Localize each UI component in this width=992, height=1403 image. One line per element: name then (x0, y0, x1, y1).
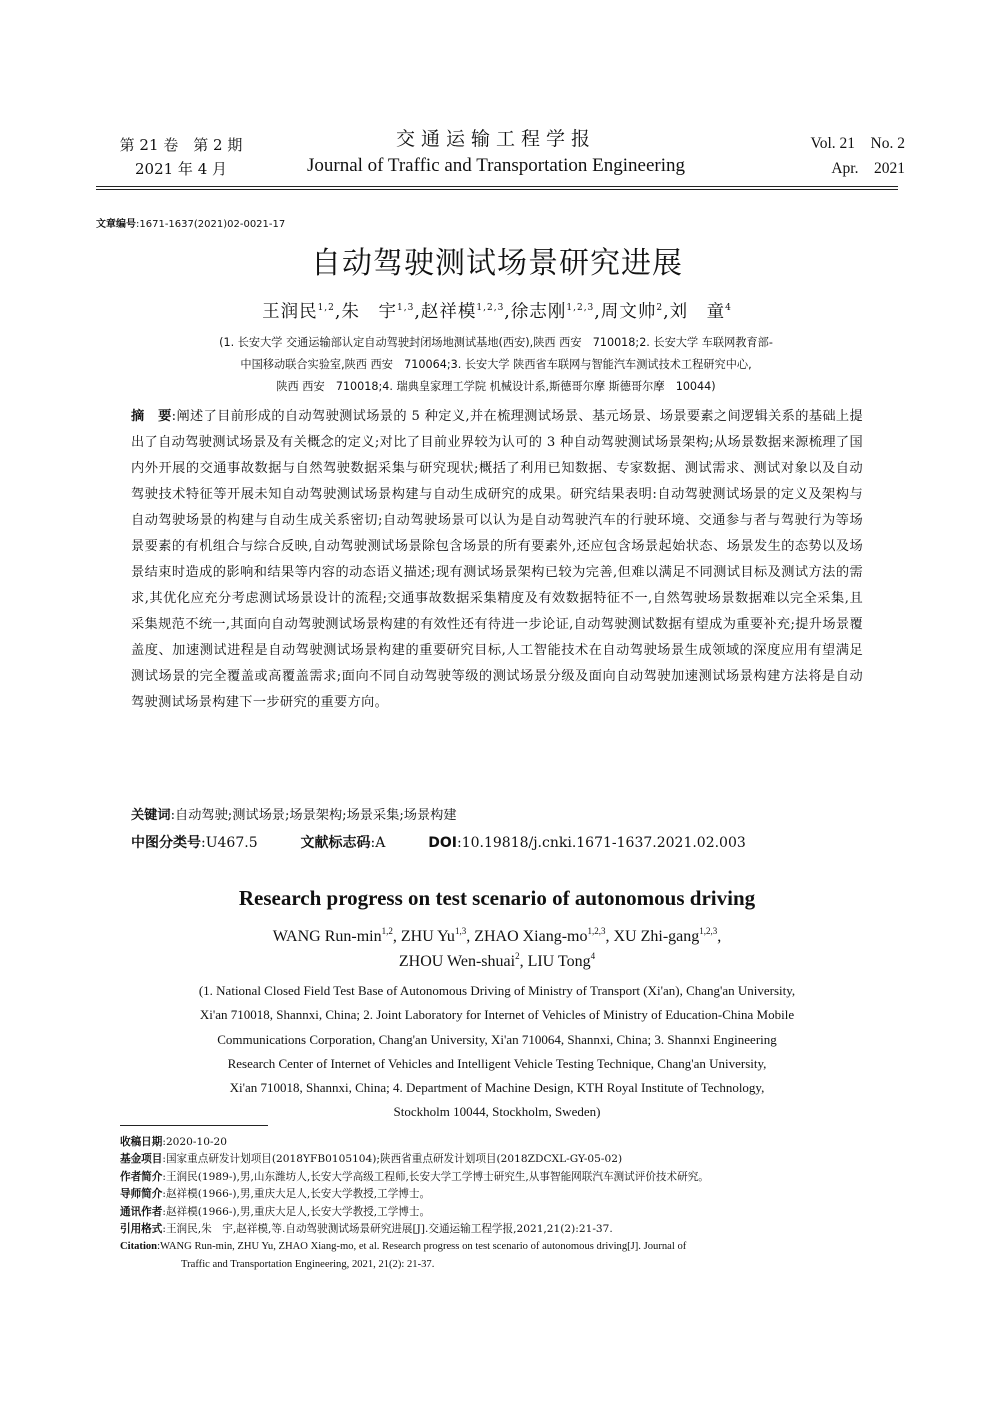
author-cn: 朱 宇$^{1,3}$ (341, 302, 415, 322)
clc-label: 中图分类号 (131, 835, 201, 851)
author-list-en: WANG Run-$\min^{1,2}$, ZHU Yu$^{1,3}$, ZHAO Xiang-mo$^{1,2,3}$, XU Zhi-gang$^{1,2,3}$, ZHOU Wen-shuai$^2$, LIU Tong$^4$ (272, 926, 722, 970)
supervisor-bio: 导师简介:赵祥模(1966-),男,重庆大足人,长安大学教授,工学博士。 (120, 1188, 431, 1201)
paper-title-cn: 自动驾驶测试场景研究进展 (311, 246, 683, 281)
affiliation-line: Xi'an 710018, Shannxi, China; 2. Joint Laboratory for Internet of Vehicles of Ministry of Education-China Mobile (199, 1007, 795, 1023)
affiliation-line: (1. National Closed Field Test Base of Autonomous Driving of Ministry of Transport (Xi'an), Chang'an University, (198, 983, 796, 998)
keywords-cn (131, 804, 863, 828)
author-list-cn: 王润民$^{1,2}$,朱 宇$^{1,3}$,赵祥模$^{1,2,3}$,徐志刚$^{1,2,3}$,周文帅$^2$,刘 童$^4$ (262, 302, 732, 322)
citation-en: Citation:WANG Run-min, ZHU Yu, ZHAO Xiang-mo, et al. Research progress on test scenario of autonomous driving[J]. Journal of (120, 1241, 687, 1253)
author-cn: 徐志刚$^{1,2,3}$ (510, 302, 595, 322)
date-cn: 2021 年 4 月 (134, 160, 228, 178)
doc-code-value: :A (370, 835, 386, 851)
journal-name-cn: 交通运输工程学报 (395, 128, 596, 150)
footnote-rule (120, 1125, 268, 1126)
paper-title-en: Research progress on test scenario of autonomous driving (238, 886, 756, 910)
abstract-text: :阐述了目前形成的自动驾驶测试场景的 5 种定义,并在梳理测试场景、基元场景、场景要素之间逻辑关系的基础上提出了自动驾驶测试场景及有关概念的定义;对比了目前业界较为认可的 3 种自动驾驶测试场景架构;从场景数据来源梳理了国内外开展的交通事故数据与自然驾驶数据采集与研究现状;概括了利用已知数据、专家数据、测试需求、测试对象以及自动驾驶技术特征等开展未知自动驾驶测试场景构建与自动生成研究的成果。研究结果表明:自动驾驶测试场景的定义及架构与自动驾驶场景的构建与自动生成关系密切;自动驾驶场景可以认为是自动驾驶汽车的行驶环境、交通参与者与驾驶行为等场景要素的有机组合与综合反映,自动驾驶测试场景除包含场景的所有要素外,还应包含场景起始状态、场景发生的态势以及场景结束时造成的影响和结果等内容的动态语义描述;现有测试场景架构已较为完善,但难以满足不同测试目标及测试方法的需求,其优化应充分考虑测试场景设计的流程;交通事故数据采集精度及有效数据特征不一,自然驾驶场景数据难以完全采集,且采集规范不统一,其面向自动驾驶测试场景构建的有效性还有待进一步论证,自动驾驶测试数据有望成为重要补充;提升场景覆盖度、加速测试进程是自动驾驶测试场景构建的重要研究目标,人工智能技术在自动驾驶场景生成领域的深度应用有望满足测试场景的完全覆盖或高覆盖需求;面向不同自动驾驶等级的测试场景分级及面向自动驾驶加速测试场景构建方法将是自动驾驶测试场景构建下一步研究的重要方向。 (131, 409, 863, 710)
journal-name-en: Journal of Traffic and Transportation Engineering (306, 155, 686, 176)
author-en: XU Zhi-gang$^{1,2,3}$ (613, 926, 718, 945)
running-header-right (760, 131, 905, 181)
affiliation-line: Communications Corporation, Chang'an University, Xi'an 710064, Shannxi, China; 3. Shannxi Engineering (217, 1031, 777, 1047)
author-bio: 作者简介:王润民(1989-),男,山东潍坊人,长安大学高级工程师,长安大学工学博士研究生,从事智能网联汽车测试评价技术研究。 (120, 1170, 709, 1183)
doi-value: :10.19818/j.cnki.1671-1637.2021.02.003 (456, 835, 746, 851)
affiliations-en (110, 979, 884, 1125)
keywords-text: :自动驾驶;测试场景;场景架构;场景采集;场景构建 (170, 808, 457, 823)
citation-cn: 引用格式:王润民,朱 宇,赵祥模,等.自动驾驶测试场景研究进展[J].交通运输工程学报,2021,21(2):21-37. (120, 1223, 613, 1236)
volume-issue-cn: 第 21 卷 第 2 期 (119, 136, 243, 154)
affiliation-line: 中国移动联合实验室,陕西 西安 710064;3. 长安大学 陕西省车联网与智能汽车测试技术工程研究中心, (240, 358, 752, 371)
author-cn: 王润民$^{1,2}$ (262, 302, 335, 322)
affiliation-line: Research Center of Internet of Vehicles and Intelligent Vehicle Testing Technique, Chang'an University, (227, 1055, 767, 1071)
keywords-label: 关键词 (131, 808, 171, 823)
author-en: WANG Run-$\min^{1,2}$ (272, 926, 393, 945)
header-rule-top (96, 186, 898, 187)
affiliations-cn (110, 332, 882, 398)
affiliation-line: Stockholm 10044, Stockholm, Sweden) (393, 1104, 601, 1120)
article-number-label: 文章编号 (96, 219, 136, 230)
author-cn: 赵祥模$^{1,2,3}$ (420, 302, 505, 322)
citation-en-continued: Traffic and Transportation Engineering, 2021, 21(2): 21-37. (181, 1258, 435, 1270)
header-rule-bottom (96, 189, 898, 190)
received-date: 收稿日期:2020-10-20 (120, 1136, 228, 1148)
affiliation-line: Xi'an 710018, Shannxi, China; 4. Department of Machine Design, KTH Royal Institute of Technology, (229, 1080, 765, 1096)
author-en: ZHAO Xiang-mo$^{1,2,3}$ (474, 926, 606, 945)
doc-code-label: 文献标志码 (300, 835, 371, 851)
article-number (96, 215, 285, 230)
author-en: ZHOU Wen-shuai$^2$ (398, 951, 520, 970)
author-en: ZHU Yu$^{1,3}$ (400, 926, 467, 945)
corresponding-author: 通讯作者:赵祥模(1966-),男,重庆大足人,长安大学教授,工学博士。 (120, 1205, 431, 1218)
article-number-value: :1671-1637(2021)02-0021-17 (136, 219, 286, 230)
classification-line (131, 831, 863, 855)
affiliation-line: 陕西 西安 710018;4. 瑞典皇家理工学院 机械设计系,斯德哥尔摩 斯德哥尔摩 10044) (276, 380, 716, 393)
doi-label: DOI (428, 835, 457, 851)
volume-issue-en: Vol. 21 No. 2 (810, 135, 905, 152)
abstract-label: 摘 要 (131, 409, 172, 424)
funding: 基金项目:国家重点研发计划项目(2018YFB0105104);陕西省重点研发计划项目(2018ZDCXL-GY-05-02) (120, 1153, 623, 1166)
running-header-left (96, 133, 266, 181)
clc-value: :U467.5 (201, 835, 258, 851)
footnotes (120, 1134, 906, 1273)
author-cn: 刘 童$^4$ (669, 302, 732, 322)
date-en: Apr. 2021 (831, 160, 905, 177)
author-cn: 周文帅$^2$ (600, 302, 664, 322)
running-header-center (270, 126, 722, 180)
abstract-cn (131, 404, 863, 716)
author-en: LIU Tong$^4$ (527, 951, 596, 970)
affiliation-line: (1. 长安大学 交通运输部认定自动驾驶封闭场地测试基地(西安),陕西 西安 710018;2. 长安大学 车联网教育部- (219, 336, 773, 349)
